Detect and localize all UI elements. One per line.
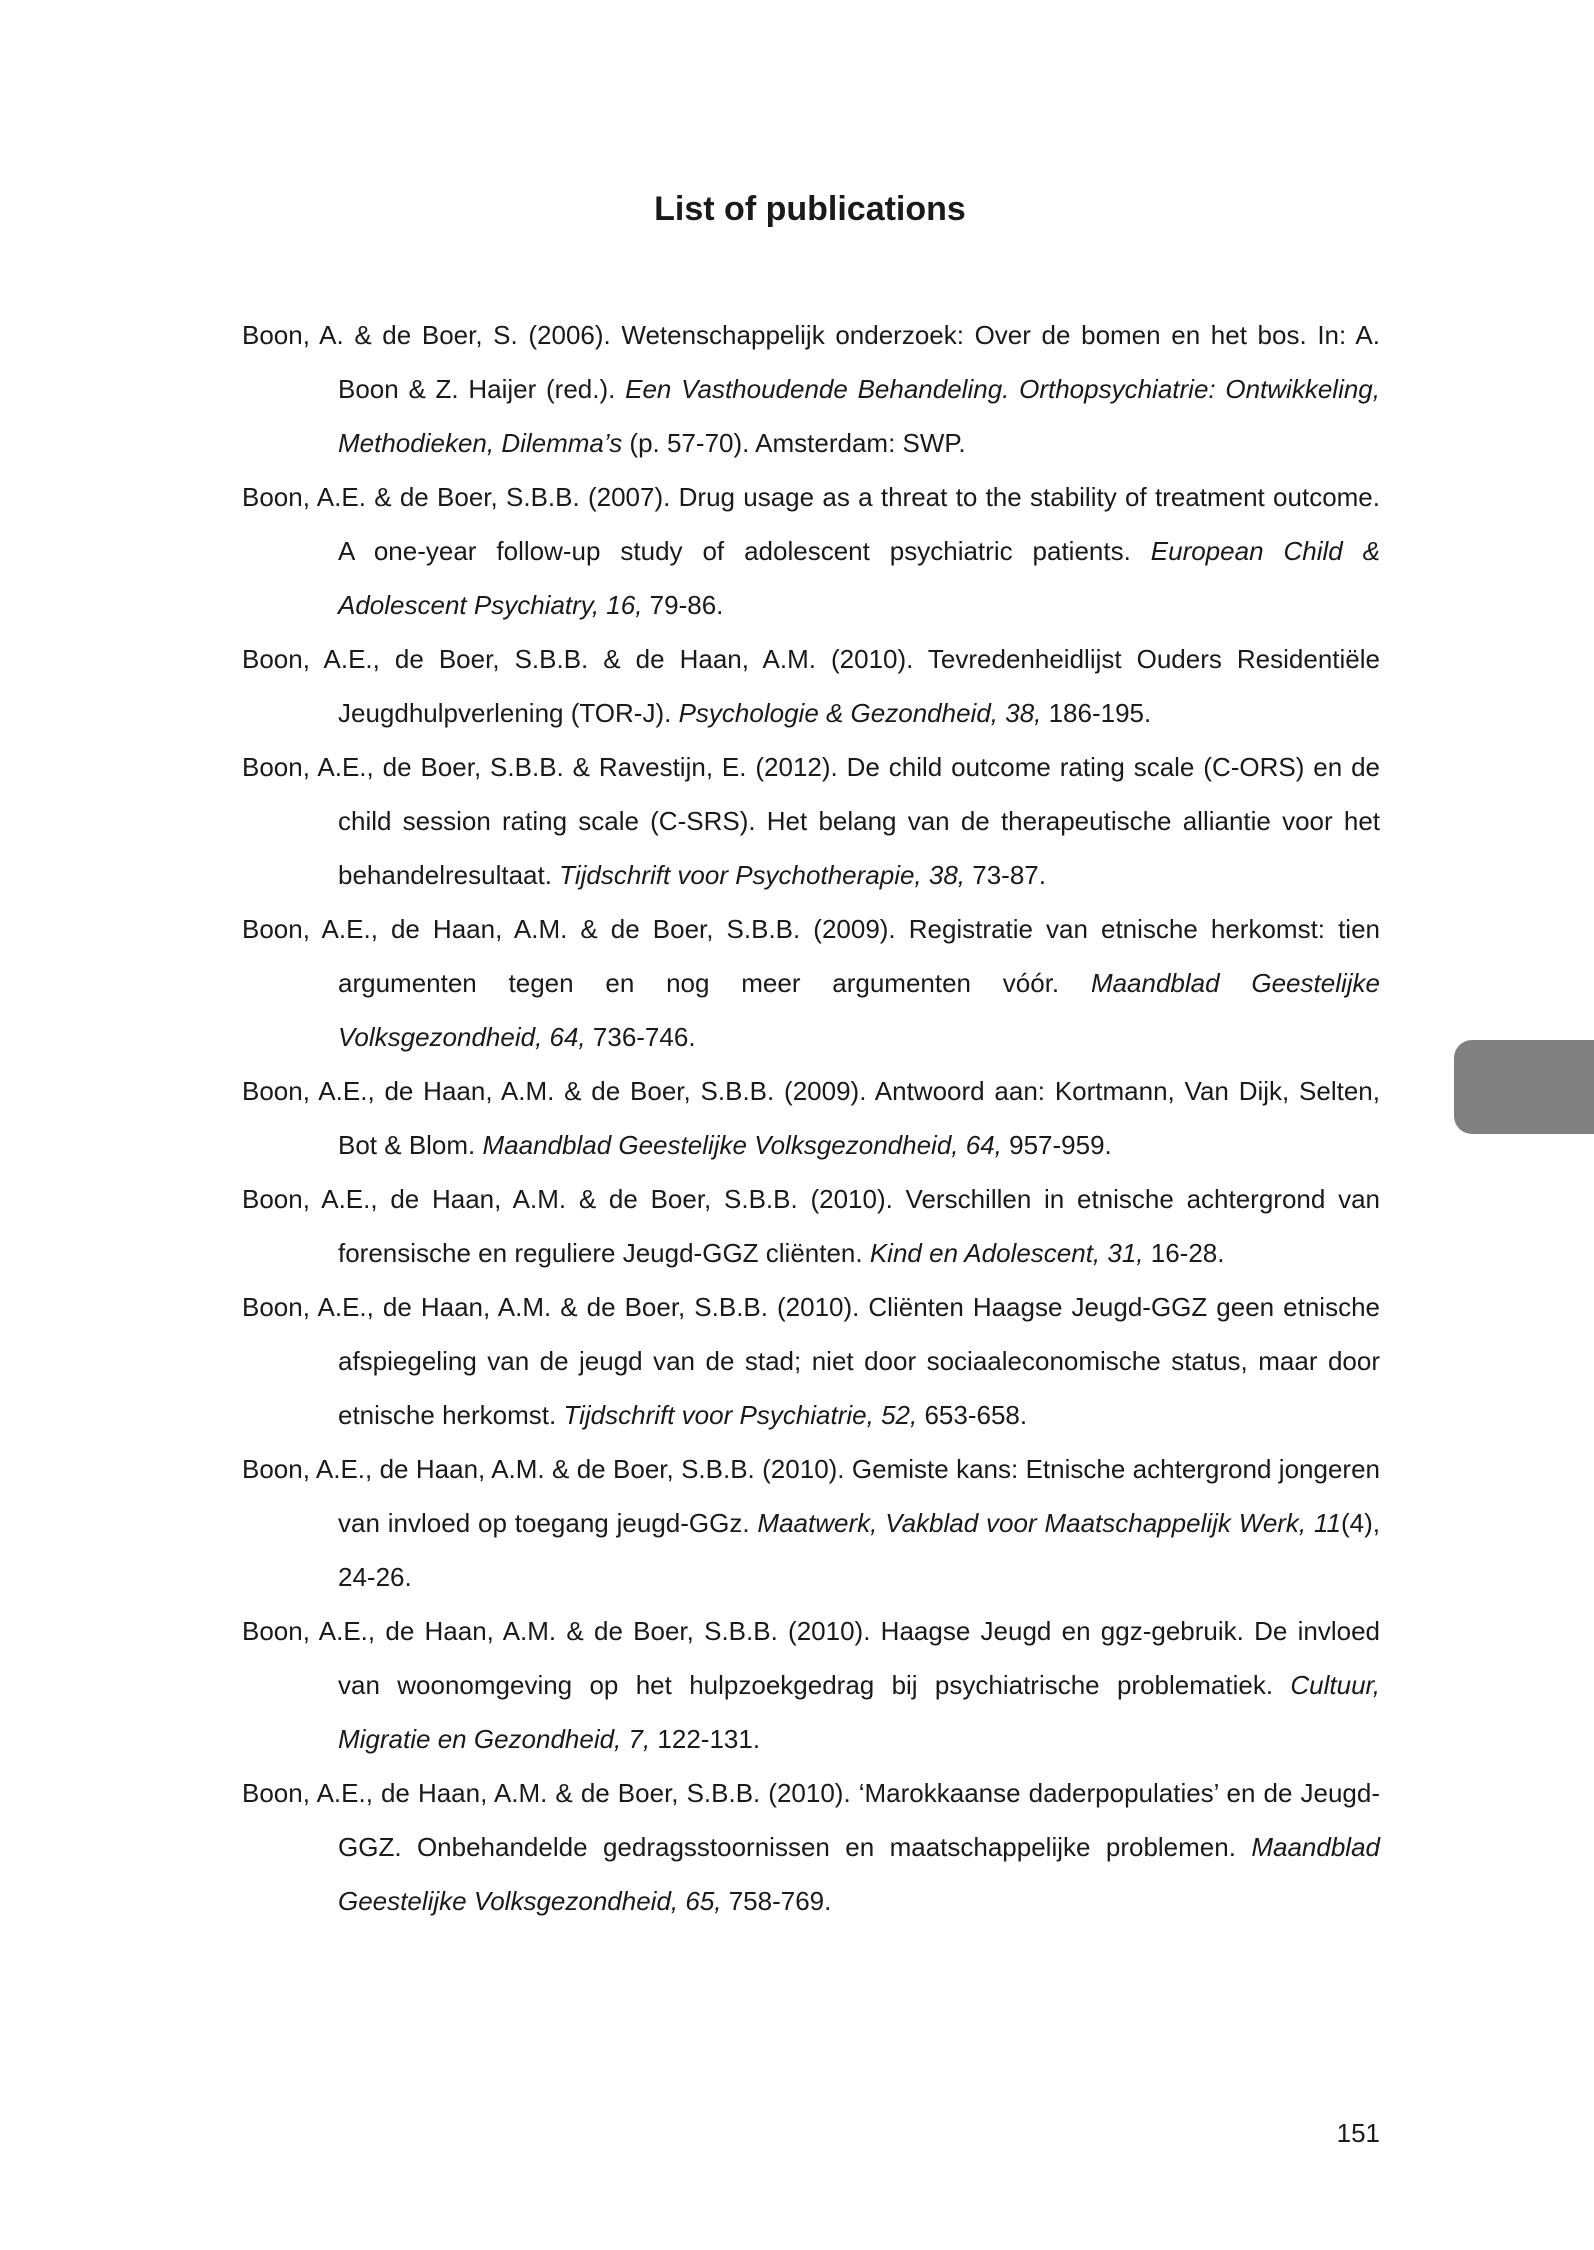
publication-entry [242, 308, 1380, 470]
citation-text: Boon, A.E. & de Boer, S.B.B. (2007). Drug usage as a threat to the stability of treatment outcome. A one-year follow-up study of adolescent psychiatric patients. [242, 482, 1380, 566]
citation-source: Psychologie & Gezondheid, 38, [678, 698, 1042, 728]
citation-text: Boon, A.E., de Boer, S.B.B. & Ravestijn, E. (2012). De child outcome rating scale (C-ORS) en de child session rating scale (C-SRS). Het belang van de therapeutische alliantie voor het behandelresultaat. [242, 752, 1380, 890]
citation-text: Boon, A.E., de Haan, A.M. & de Boer, S.B.B. (2010). Cliënten Haagse Jeugd-GGZ geen etnische afspiegeling van de jeugd van de stad; niet door sociaaleconomische status, maar door etnische herkomst. [242, 1292, 1380, 1430]
citation-pages: 186-195. [1041, 698, 1152, 728]
page-number: 151 [1336, 2118, 1380, 2148]
citation-pages: 122-131. [650, 1724, 761, 1754]
publication-entry [242, 1280, 1380, 1442]
citation-text: Boon, A.E., de Haan, A.M. & de Boer, S.B.B. (2010). Gemiste kans: Etnische achtergrond jongeren van invloed op toegang jeugd-GGz. [242, 1454, 1380, 1538]
chapter-thumb-tab [1454, 1040, 1594, 1134]
page-title: List of publications [654, 190, 966, 228]
publication-entry [242, 1172, 1380, 1280]
citation-pages: 79-86. [642, 590, 724, 620]
citation-source: Maandblad Geestelijke Volksgezondheid, 64, [338, 968, 1380, 1052]
citation-pages: 957-959. [1001, 1130, 1112, 1160]
citation-source: Een Vasthoudende Behandeling. Orthopsychiatrie: Ontwikkeling, Methodieken, Dilemma’s [338, 374, 1380, 458]
citation-source: Kind en Adolescent, 31, [869, 1238, 1144, 1268]
citation-text: Boon, A. & de Boer, S. (2006). Wetenschappelijk onderzoek: Over de bomen en het bos. In: A. Boon & Z. Haijer (red.). [242, 320, 1380, 404]
citation-text: Boon, A.E., de Haan, A.M. & de Boer, S.B.B. (2010). ‘Marokkaanse daderpopulaties’ en de Jeugd-GGZ. Onbehandelde gedragsstoornissen en maatschappelijke problemen. [242, 1778, 1380, 1862]
publication-entry [242, 1064, 1380, 1172]
citation-text: Boon, A.E., de Haan, A.M. & de Boer, S.B.B. (2009). Registratie van etnische herkomst: tien argumenten tegen en nog meer argumenten vóór. [242, 914, 1380, 998]
citation-source: Cultuur, Migratie en Gezondheid, 7, [338, 1670, 1380, 1754]
citation-text: Boon, A.E., de Haan, A.M. & de Boer, S.B.B. (2010). Haagse Jeugd en ggz-gebruik. De invloed van woonomgeving op het hulpzoekgedrag bij psychiatrische problematiek. [242, 1616, 1380, 1700]
citation-source: Maatwerk, Vakblad voor Maatschappelijk Werk, 11 [757, 1508, 1341, 1538]
publication-entry [242, 1766, 1380, 1928]
publication-entry [242, 470, 1380, 632]
publication-entry [242, 632, 1380, 740]
citation-source: Maandblad Geestelijke Volksgezondheid, 65, [338, 1832, 1380, 1916]
citation-text: Boon, A.E., de Boer, S.B.B. & de Haan, A.M. (2010). Tevredenheidlijst Ouders Residentiële Jeugdhulpverlening (TOR-J). [242, 644, 1380, 728]
citation-source: European Child & Adolescent Psychiatry, 16, [338, 536, 1380, 620]
publication-entry [242, 1442, 1380, 1604]
citation-pages: 653-658. [917, 1400, 1028, 1430]
citation-source: Maandblad Geestelijke Volksgezondheid, 64, [482, 1130, 1002, 1160]
citation-source: Tijdschrift voor Psychotherapie, 38, [559, 860, 966, 890]
citation-pages: 73-87. [965, 860, 1046, 890]
publication-entry [242, 1604, 1380, 1766]
citation-pages: 736-746. [585, 1022, 696, 1052]
publication-entry [242, 902, 1380, 1064]
publication-list [242, 308, 1380, 1928]
citation-pages: 16-28. [1143, 1238, 1225, 1268]
citation-pages: 758-769. [721, 1886, 832, 1916]
citation-pages: (4), 24-26. [338, 1508, 1380, 1592]
publication-entry [242, 740, 1380, 902]
citation-text: Boon, A.E., de Haan, A.M. & de Boer, S.B.B. (2009). Antwoord aan: Kortmann, Van Dijk, Selten, Bot & Blom. [242, 1076, 1380, 1160]
citation-pages: (p. 57-70). Amsterdam: SWP. [622, 428, 966, 458]
citation-source: Tijdschrift voor Psychiatrie, 52, [563, 1400, 918, 1430]
citation-text: Boon, A.E., de Haan, A.M. & de Boer, S.B.B. (2010). Verschillen in etnische achtergrond van forensische en reguliere Jeugd-GGZ cliënten. [242, 1184, 1380, 1268]
